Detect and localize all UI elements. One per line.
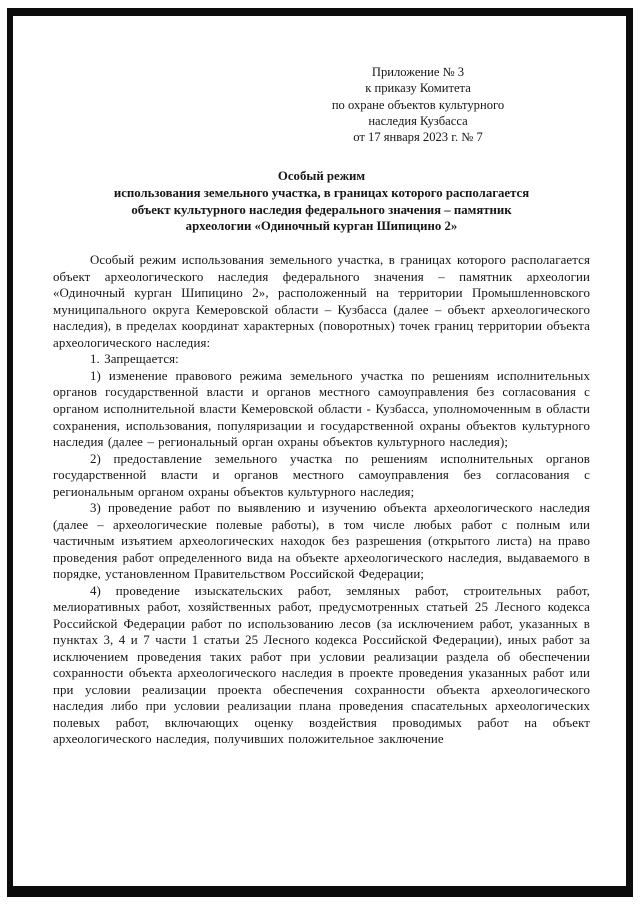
document-body <box>47 252 596 747</box>
title-line-2: использования земельного участка, в границах которого располагается <box>113 185 530 200</box>
paragraph-item-1: 1) изменение правового режима земельного участка по решениям исполнительных органов государственной власти и органов местного самоуправления без согласования с органом исполнительной власти Кемеровской области - Кузбасса, уполномоченным в области сохранения, использования, популяризации и государственной охраны объектов культурного наследия (далее – региональный орган охраны объектов культурного наследия); <box>53 368 590 450</box>
document-content <box>13 16 626 886</box>
paragraph-item-4: 4) проведение изыскательских работ, земляных работ, строительных работ, мелиоративных работ, хозяйственных работ, предусмотренных статьей 25 Лесного кодекса Российской Федерации работ по использованию лесов (за исключением работ, указанных в пунктах 3, 4 и 7 части 1 статьи 25 Лесного кодекса Российской Федерации), иных работ за исключением проведения таких работ при условии реализации раздела об обеспечении сохранности объекта археологического наследия в проекте проведения указанных работ или при условии реализации проекта обеспечения сохранности объекта археологического наследия либо при условии реализации плана проведения спасательных археологических полевых работ, включающих оценку воздействия проводимых работ на объект археологического наследия, получивших положительное заключение <box>53 583 590 747</box>
document-header <box>268 64 568 146</box>
header-line-1: Приложение № 3 <box>371 65 465 79</box>
paragraph-item-3: 3) проведение работ по выявлению и изучению объекта археологического наследия (далее – археологические полевые работы), в том числе любых работ с полным или частичным изъятием археологических находок без разрешения (открытого листа) на право проведения работ определенного вида на объекте археологического наследия, выдаваемого в порядке, установленном Правительством Российской Федерации; <box>53 501 590 582</box>
header-line-3: по охране объектов культурного <box>331 97 505 112</box>
document-title <box>47 168 596 236</box>
paragraph-item-2: 2) предоставление земельного участка по решениям исполнительных органов государственной власти и органов местного самоуправления без согласования с региональным органом охраны объектов культурного наследия; <box>53 451 590 499</box>
title-line-1: Особый режим <box>277 168 366 183</box>
header-line-5: от 17 января 2023 г. № 7 <box>353 130 483 145</box>
header-line-4: наследия Кузбасса <box>368 114 468 129</box>
scan-border <box>7 8 633 897</box>
header-line-2: к приказу Комитета <box>365 81 471 96</box>
paragraph-intro: Особый режим использования земельного участка, в границах которого располагается объект археологического наследия федерального значения – памятник археологии «Одиночный курган Шипицино 2», расположенный на территории Промышленновского муниципального округа Кемеровской области – Кузбасса (далее – объект археологического наследия), в пределах координат характерных (поворотных) точек границ территории объекта археологического наследия: <box>53 253 590 350</box>
title-line-3: объект культурного наследия федерального значения – памятник <box>131 202 512 217</box>
title-line-4: археологии «Одиночный курган Шипицино 2» <box>185 219 458 234</box>
paragraph-prohibited-heading: 1. Запрещается: <box>90 352 179 367</box>
